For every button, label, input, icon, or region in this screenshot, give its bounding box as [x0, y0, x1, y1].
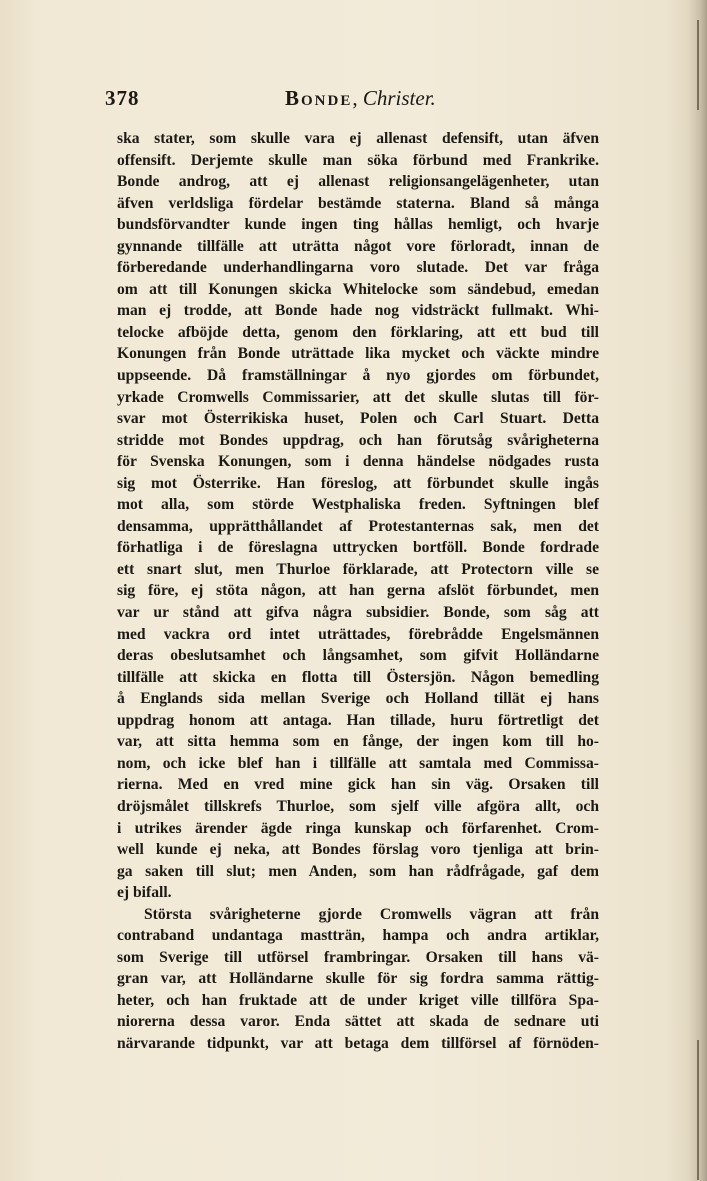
text-line: deras obeslutsamhet och långsamhet, som gifvit Holländarne [117, 647, 599, 665]
text-line: Bonde androg, att ej allenast religionsangelägenheter, utan [117, 173, 599, 191]
text-line: med vackra ord intet uträttades, förebrådde Engelsmännen [117, 625, 599, 643]
text-line: ga saken till slut; men Anden, som han rådfrågade, gaf dem [117, 862, 599, 880]
text-line: bundsförvandter kunde ingen ting hållas hemligt, och hvarje [117, 216, 599, 234]
text-line: uppseende. Då framställningar å nyo gjordes om förbundet, [117, 367, 599, 385]
text-line: för Svenska Konungen, som i denna händelse nödgades rusta [117, 453, 599, 471]
text-line: äfven verldsliga fördelar bestämde staterna. Bland så många [117, 194, 599, 212]
page-header [105, 86, 605, 116]
edge-mark [697, 20, 699, 110]
text-line: ej bifall. [117, 884, 172, 902]
text-line: ett snart slut, men Thurloe förklarade, att Protectorn ville se [117, 560, 599, 578]
text-line: rierna. Med en vred mine gick han sin väg. Orsaken till [117, 776, 599, 794]
text-line: stridde mot Bondes uppdrag, och han förutsåg svårigheterna [117, 431, 599, 449]
text-line: telocke afböjde detta, genom den förklaring, att ett bud till [117, 323, 599, 341]
running-head-subtitle: Christer. [362, 86, 436, 110]
text-line: niorerna dessa varor. Enda sättet att skada de sednare uti [117, 1013, 599, 1031]
text-line: gran var, att Holländarne skulle för sig fordra samma rättig- [117, 970, 599, 988]
page-edge-shadow [689, 0, 707, 1181]
text-line: dröjsmålet tillskrefs Thurloe, som sjelf ville afgöra allt, och [117, 797, 599, 815]
text-line: svar mot Österrikiska huset, Polen och Carl Stuart. Detta [117, 410, 599, 428]
text-line: heter, och han fruktade att de under kriget ville tillföra Spa- [117, 991, 599, 1009]
text-line: ska stater, som skulle vara ej allenast defensift, utan äfven [117, 130, 599, 147]
text-line: uppdrag honom att antaga. Han tillade, huru förtretligt det [117, 711, 599, 729]
text-line: förhatliga i de föreslagna uttrycken bortföll. Bonde fordrade [117, 539, 599, 557]
text-line: förberedande underhandlingarna voro slutade. Det var fråga [117, 259, 599, 277]
text-line: mot alla, som störde Westphaliska freden. Syftningen blef [117, 496, 599, 514]
running-head-separator: , [352, 86, 363, 110]
text-line: tillfälle att skicka en flotta till Östersjön. Någon bemedling [117, 668, 599, 686]
text-line: närvarande tidpunkt, var att betaga dem tillförsel af förnöden- [117, 1034, 599, 1052]
running-head [285, 86, 436, 111]
text-line: well kunde ej neka, att Bondes förslag voro tjenliga att brin- [117, 841, 599, 859]
text-line: densamma, upprätthållandet af Protestanternas sak, men det [117, 517, 599, 535]
text-line: Konungen från Bonde uträttade lika mycket och väckte mindre [117, 345, 599, 363]
text-line: å Englands sida mellan Sverige och Holland tillät ej hans [117, 690, 599, 708]
text-line: gynnande tillfälle att uträtta något vore förloradt, innan de [117, 237, 599, 255]
text-line: var, att sitta hemma som en fånge, der ingen kom till ho- [117, 733, 599, 751]
text-line: yrkade Cromwells Commissarier, att det skulle slutas till för- [117, 388, 599, 406]
text-line: man ej trodde, att Bonde hade nog vidsträckt fullmakt. Whi- [117, 302, 599, 320]
text-line: Största svårigheterne gjorde Cromwells vägran att från [144, 905, 599, 923]
text-line: sig före, ej stöta någon, att han gerna afslöt förbundet, men [117, 582, 599, 600]
edge-mark [697, 1040, 699, 1180]
text-line: om att till Konungen skicka Whitelocke som sändebud, emedan [117, 280, 599, 298]
text-line: var ur stånd att gifva några subsidier. Bonde, som såg att [117, 604, 599, 622]
text-line: contraband undantaga mastträn, hampa och andra artiklar, [117, 927, 599, 945]
running-head-name: Bonde [285, 86, 353, 110]
text-line: sig mot Österrike. Han föreslog, att förbundet skulle ingås [117, 474, 599, 492]
text-line: offensift. Derjemte skulle man söka förbund med Frankrike. [117, 151, 599, 169]
text-line: i utrikes ärender ägde ringa kunskap och förfarenhet. Crom- [117, 819, 599, 837]
text-line: nom, och icke blef han i tillfälle att samtala med Commissa- [117, 754, 599, 772]
body-text [117, 128, 599, 1055]
page-number: 378 [105, 86, 140, 110]
text-line: som Sverige till utförsel frambringar. Orsaken till hans vä- [117, 948, 599, 966]
